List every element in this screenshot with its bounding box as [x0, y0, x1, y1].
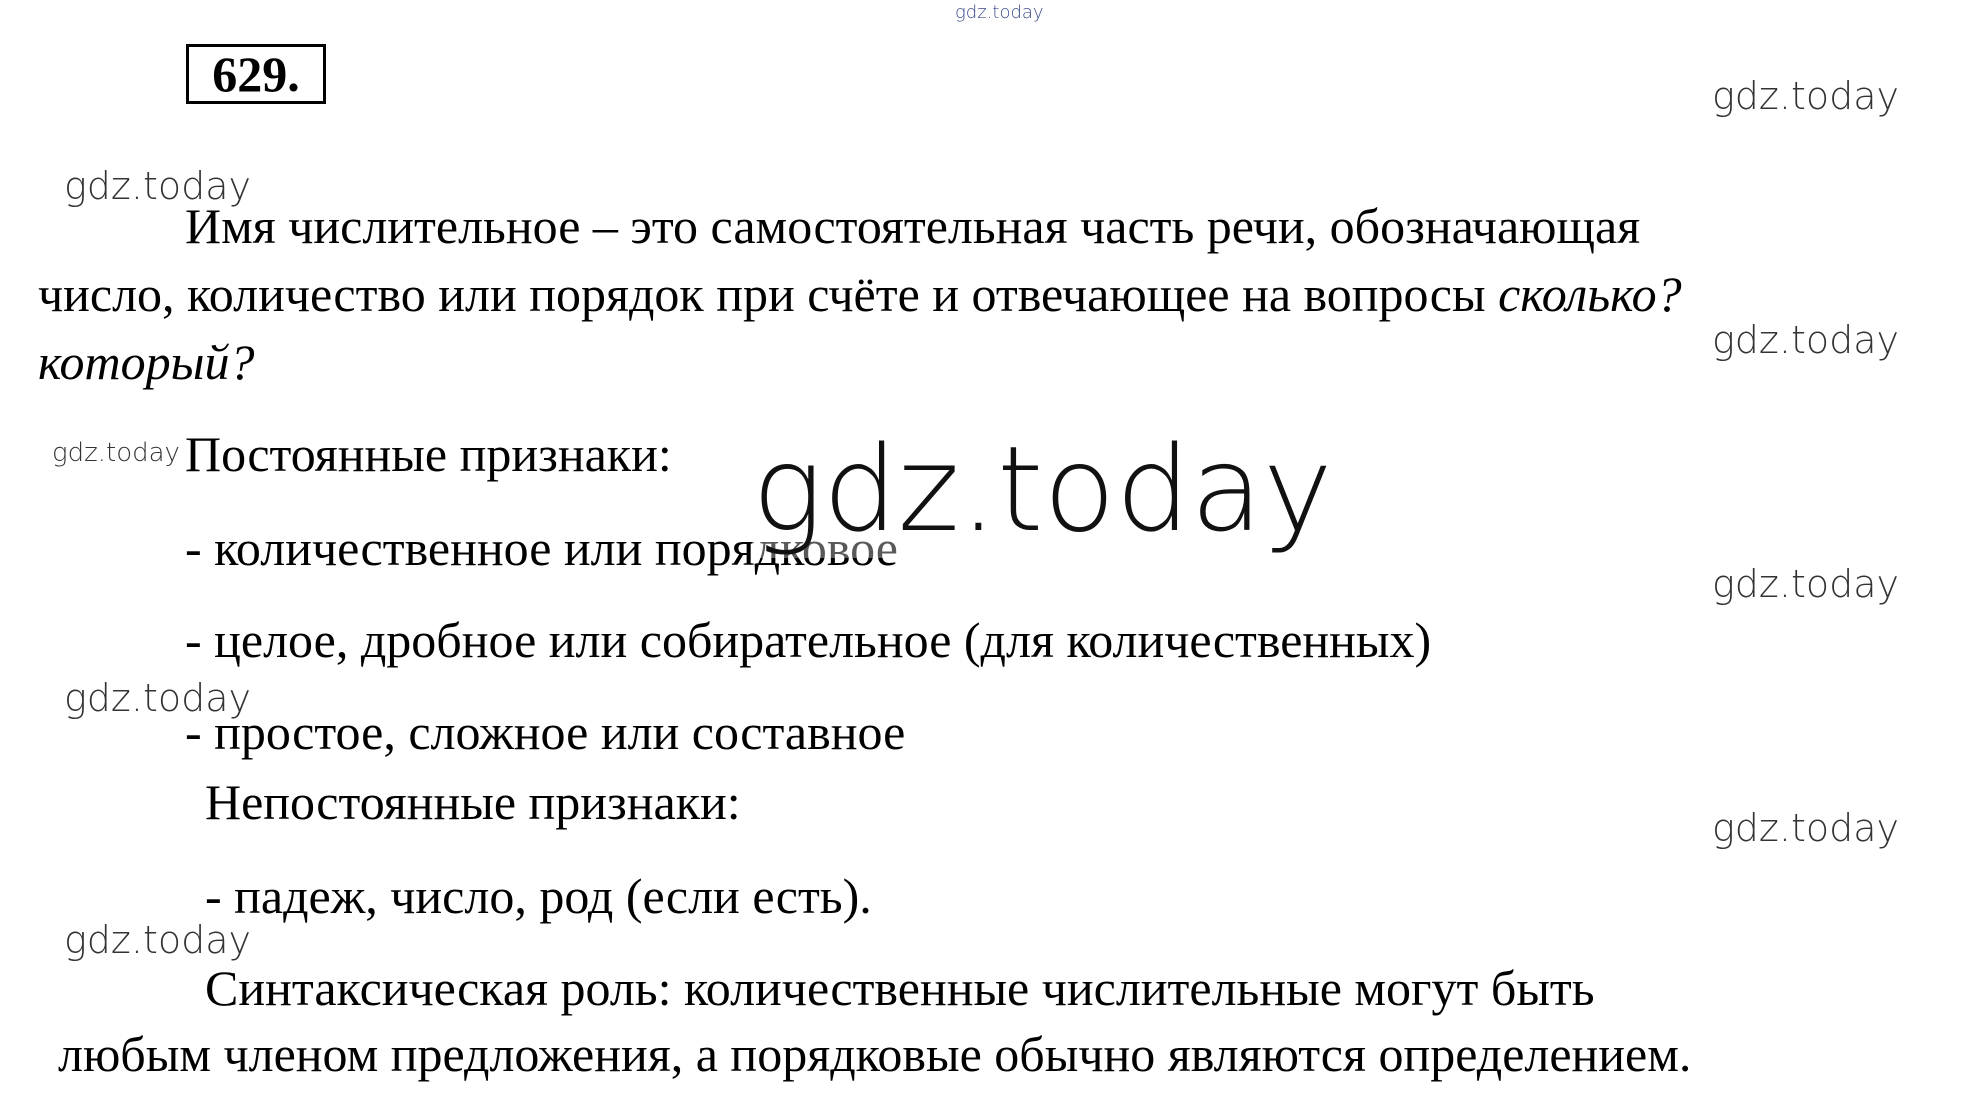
- question-which: который?: [38, 334, 255, 390]
- constant-feature-item: - количественное или порядковое: [185, 520, 898, 576]
- variable-features-heading: Непостоянные признаки:: [205, 774, 741, 830]
- watermark: gdz.today: [52, 438, 180, 468]
- syntax-role-line-2: любым членом предложения, а порядковые обычно являются определением.: [58, 1026, 1692, 1082]
- definition-line-2-text: число, количество или порядок при счёте и отвечающее на вопросы: [38, 266, 1499, 322]
- watermark: gdz.today: [955, 2, 1044, 23]
- watermark: gdz.today: [64, 164, 251, 208]
- watermark: gdz.today: [64, 918, 251, 962]
- constant-feature-item: - целое, дробное или собирательное (для количественных): [185, 612, 1432, 668]
- constant-features-heading: Постоянные признаки:: [185, 426, 672, 482]
- definition-line-1: Имя числительное – это самостоятельная часть речи, обозначающая: [185, 198, 1641, 254]
- constant-feature-item: - простое, сложное или составное: [185, 704, 906, 760]
- watermark: gdz.today: [752, 420, 1333, 558]
- variable-feature-item: - падеж, число, род (если есть).: [205, 868, 872, 924]
- watermark: gdz.today: [1712, 74, 1899, 118]
- question-how-many: сколько?: [1498, 266, 1682, 322]
- watermark: gdz.today: [64, 676, 251, 720]
- watermark: gdz.today: [1712, 318, 1899, 362]
- definition-line-2: [38, 264, 1682, 324]
- watermark: gdz.today: [1712, 806, 1899, 850]
- exercise-number: 629.: [186, 44, 326, 104]
- watermark: gdz.today: [1712, 562, 1899, 606]
- syntax-role-line-1: Синтаксическая роль: количественные числительные могут быть: [205, 960, 1595, 1016]
